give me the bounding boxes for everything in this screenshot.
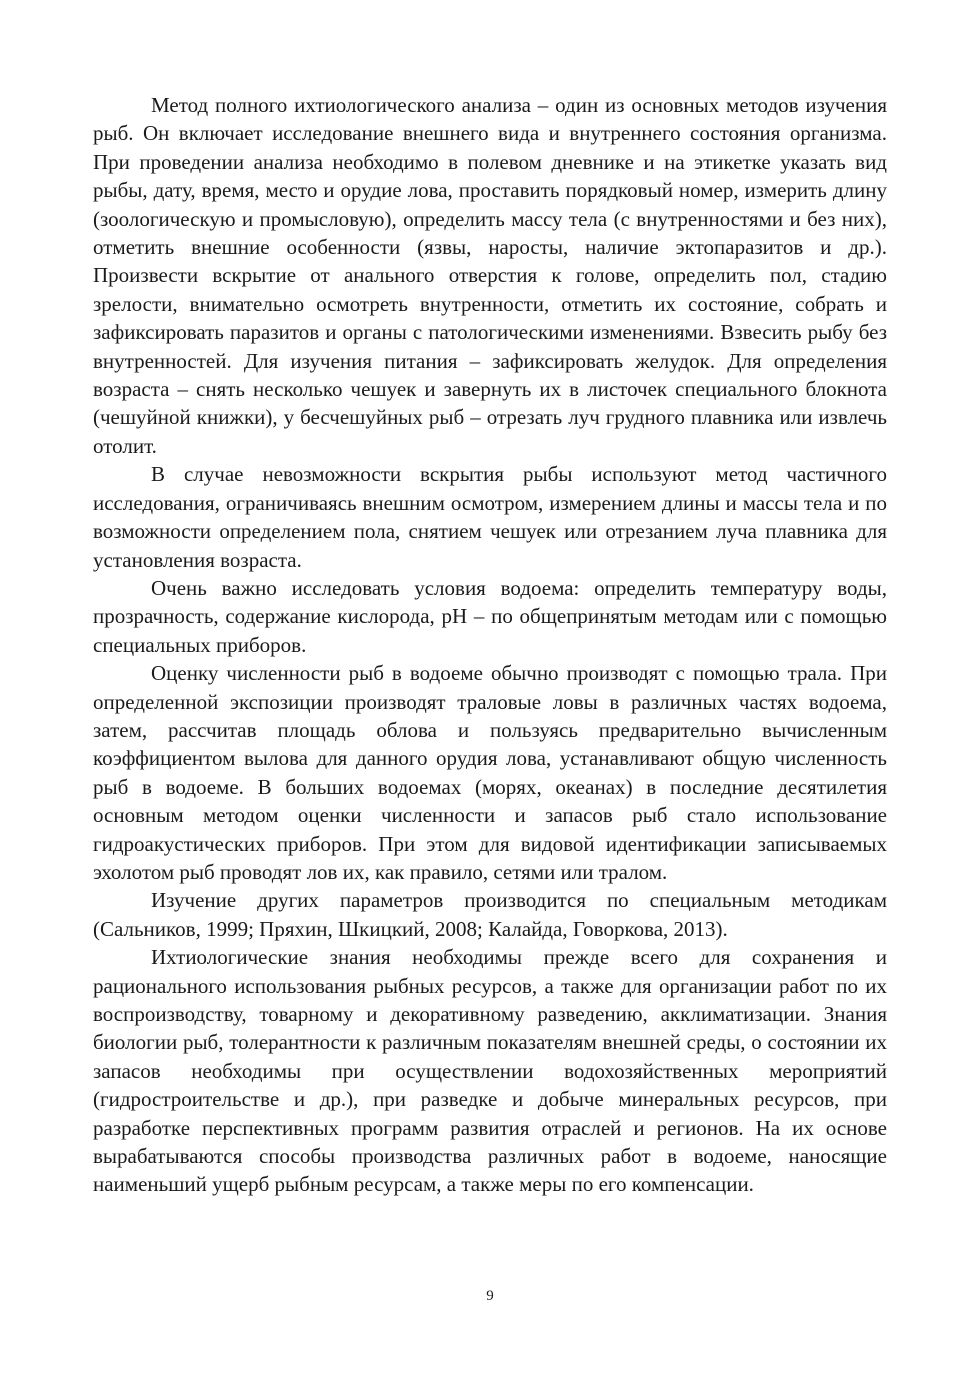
paragraph-full-analysis: Метод полного ихтиологического анализа – один из основных методов изучения рыб. Он включает исследование внешнего вида и внутреннего состояния организма. При проведении анализа необходимо в полевом дневнике и на этикетке указать вид рыбы, дату, время, место и орудие лова, проставить порядковый номер, измерить длину (зоологическую и промысловую), определить массу тела (с внутренностями и без них), отметить внешние особенности (язвы, наросты, наличие эктопаразитов и др.). Произвести вскрытие от анального отверстия к голове, определить пол, стадию зрелости, внимательно осмотреть внутренности, отметить их состояние, собрать и зафиксировать паразитов и органы с патологическими изменениями. Взвесить рыбу без внутренностей. Для изучения питания – зафиксировать желудок. Для определения возраста – снять несколько чешуек и завернуть их в листочек специального блокнота (чешуйной книжки), у бесчешуйных рыб – отрезать луч грудного плавника или извлечь отолит. — [93, 93, 887, 458]
paragraph-water-conditions: Очень важно исследовать условия водоема: определить температуру воды, прозрачность, содержание кислорода, pH – по общепринятым методам или с помощью специальных приборов. — [93, 575, 887, 657]
paragraph-population-estimate: Оценку численности рыб в водоеме обычно производят с помощью трала. При определенной экспозиции производят траловые ловы в различных частях водоема, затем, рассчитав площадь облова и пользуясь предварительно вычисленным коэффициентом вылова для данного орудия лова, устанавливают общую численность рыб в водоеме. В больших водоемах (морях, океанах) в последние десятилетия основным методом оценки численности и запасов рыб стало использование гидроакустических приборов. При этом для видовой идентификации записываемых эхолотом рыб проводят лов их, как правило, сетями или тралом. — [93, 661, 887, 884]
page-body — [93, 91, 887, 1199]
paragraph-other-parameters: Изучение других параметров производится по специальным методикам (Сальников, 1999; Пряхин, Шкицкий, 2008; Калайда, Говоркова, 2013). — [93, 888, 887, 941]
paragraph-ichthyology-importance: Ихтиологические знания необходимы прежде всего для сохранения и рационального использования рыбных ресурсов, а также для организации работ по их воспроизводству, товарному и декоративному разведению, акклиматизации. Знания биологии рыб, толерантности к различным показателям внешней среды, о состоянии их запасов необходимы при осуществлении водохозяйственных мероприятий (гидростроительстве и др.), при разведке и добыче минеральных ресурсов, при разработке перспективных программ развития отраслей и регионов. На их основе вырабатываются способы производства различных работ в водоеме, наносящие наименьший ущерб рыбным ресурсам, а также меры по его компенсации. — [93, 945, 887, 1197]
page-number: 9 — [486, 1288, 494, 1304]
paragraph-partial-study: В случае невозможности вскрытия рыбы используют метод частичного исследования, ограничиваясь внешним осмотром, измерением длины и массы тела и по возможности определением пола, снятием чешуек или отрезанием луча плавника для установления возраста. — [93, 462, 887, 572]
